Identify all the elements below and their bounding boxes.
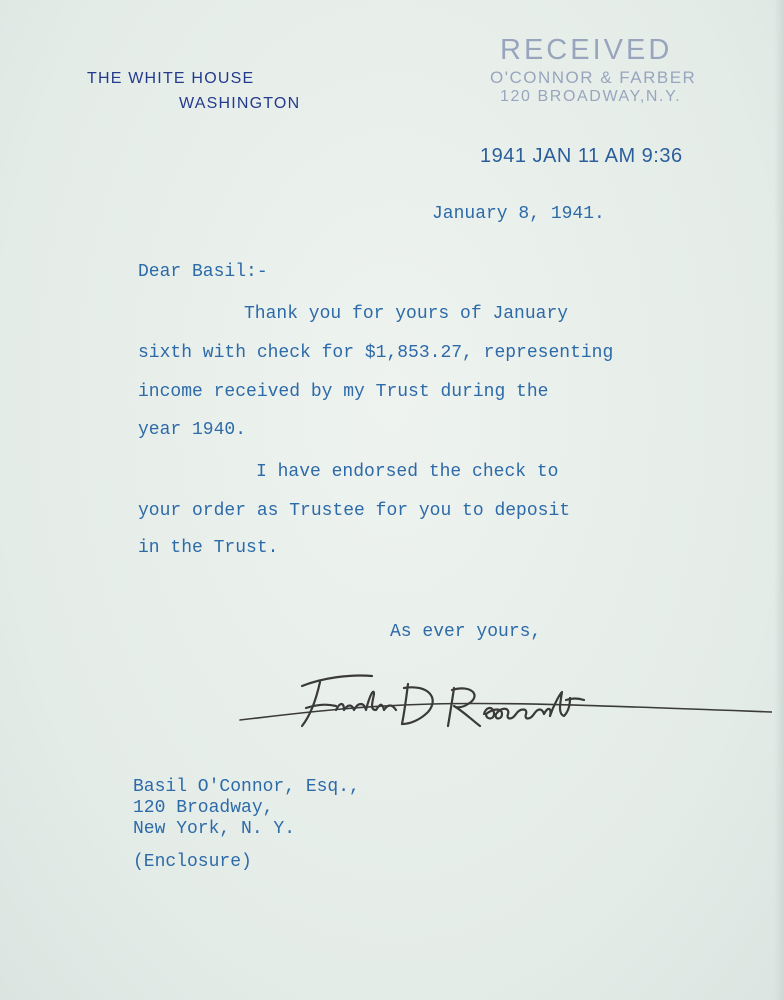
enclosure-note: (Enclosure)	[133, 852, 252, 872]
received-stamp-address: 120 BROADWAY,N.Y.	[500, 88, 682, 105]
salutation: Dear Basil:-	[138, 262, 268, 282]
paper-edge	[774, 0, 784, 1000]
received-datetime-stamp: 1941 JAN 11 AM 9:36	[480, 145, 683, 167]
recipient-line: 120 Broadway,	[133, 798, 274, 818]
received-stamp-firm: O'CONNOR & FARBER	[490, 68, 697, 87]
closing: As ever yours,	[390, 622, 542, 642]
letterhead-line2: WASHINGTON	[179, 95, 301, 112]
paragraph2-line: your order as Trustee for you to deposit	[138, 501, 571, 521]
paragraph1-line: year 1940.	[138, 420, 247, 440]
letter-date: January 8, 1941.	[432, 204, 605, 224]
signature-image	[232, 664, 772, 754]
paragraph1-line: Thank you for yours of January	[244, 304, 569, 324]
paragraph2-line: in the Trust.	[138, 538, 279, 558]
recipient-line: New York, N. Y.	[133, 819, 296, 839]
recipient-line: Basil O'Connor, Esq.,	[133, 777, 360, 797]
paragraph1-line: income received by my Trust during the	[138, 382, 549, 402]
paragraph2-line: I have endorsed the check to	[256, 462, 559, 482]
received-stamp-title: RECEIVED	[500, 34, 673, 66]
letterhead-line1: THE WHITE HOUSE	[87, 70, 255, 87]
paragraph1-line: sixth with check for $1,853.27, representing	[138, 343, 614, 363]
